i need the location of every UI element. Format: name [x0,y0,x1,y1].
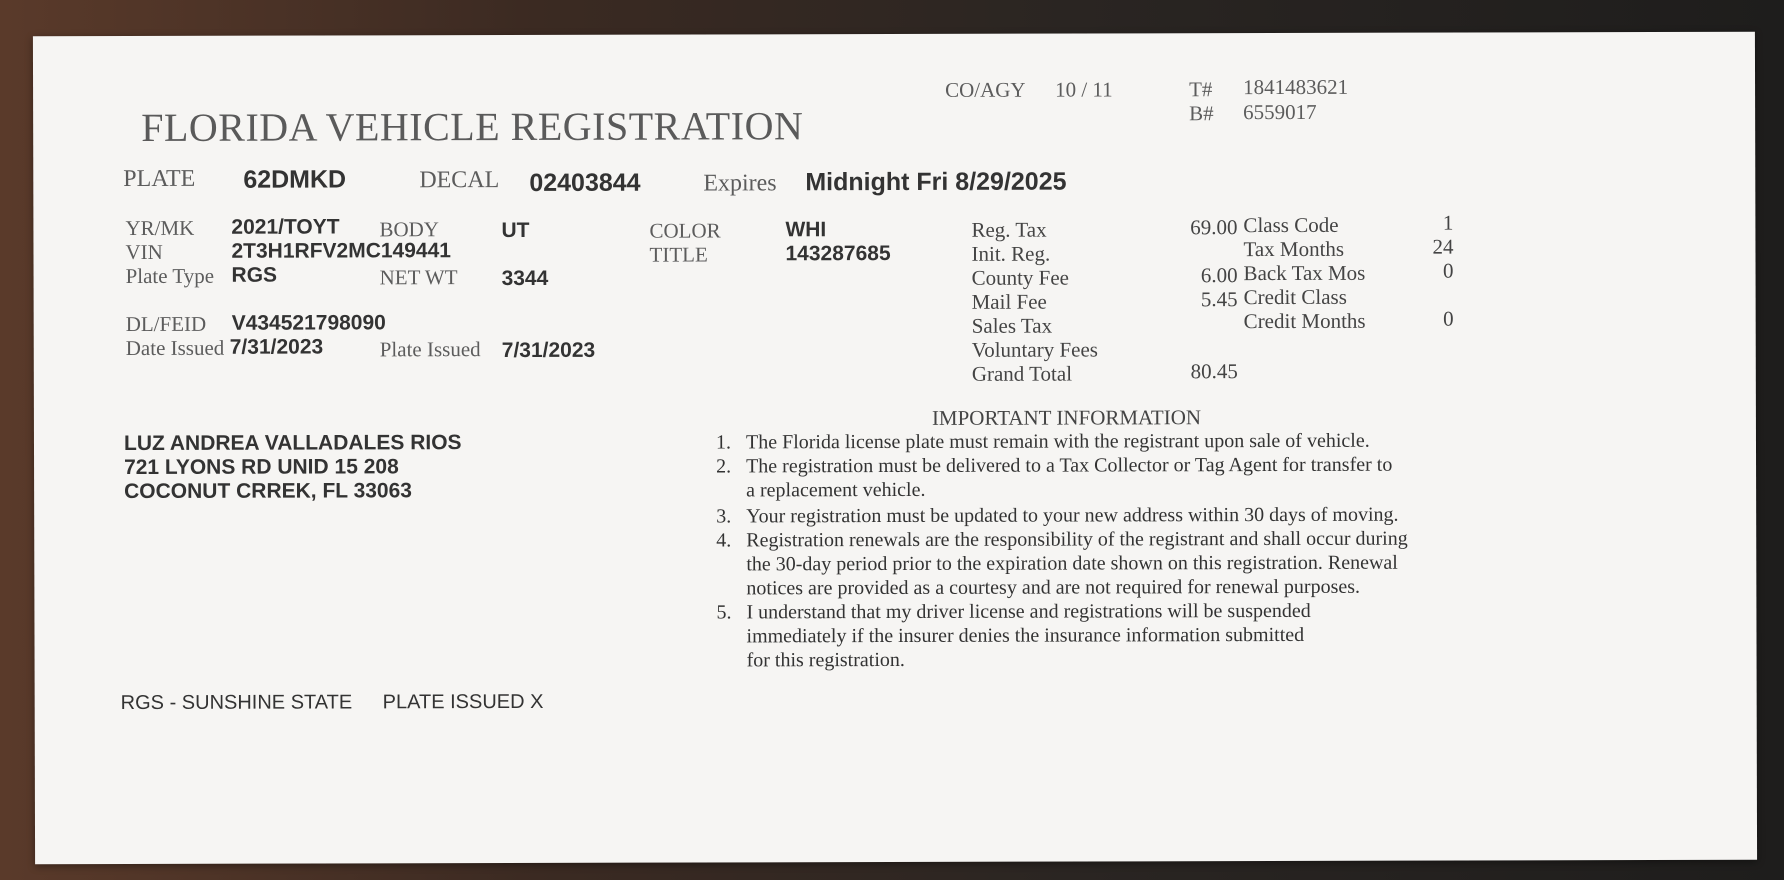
decal-label: DECAL [419,167,500,194]
body-label: BODY [379,217,439,242]
b-number-label: B# [1189,101,1214,126]
class-info-value: 0 [1443,258,1454,283]
class-info-label: Credit Class [1243,284,1347,310]
class-info-value: 1 [1442,210,1454,235]
class-info-value: 0 [1443,306,1454,331]
owner-name: LUZ ANDREA VALLADALES RIOS [123,431,462,456]
fee-label: Voluntary Fees [971,337,1098,362]
fee-amount: 5.45 [1200,287,1238,312]
info-item-text: a replacement vehicle. [746,478,926,502]
yrmk-value: 2021/TOYT [231,215,340,239]
class-info-label: Back Tax Mos [1243,260,1366,286]
document-title: FLORIDA VEHICLE REGISTRATION [141,103,804,150]
plate-label: PLATE [123,165,196,193]
net-wt-value: 3344 [501,266,549,291]
date-issued-value: 7/31/2023 [229,335,324,359]
class-info-value: 24 [1432,234,1454,259]
co-agy-label: CO/AGY [945,77,1026,102]
info-item-number: 5. [716,601,732,624]
info-item-number: 2. [716,455,732,478]
registration-document [33,32,1757,865]
color-value: WHI [785,218,827,242]
fee-label: Reg. Tax [971,217,1047,242]
plate-issued-flag: PLATE ISSUED X [382,690,544,714]
grand-total-label: Grand Total [971,361,1073,386]
info-item-text: the 30-day period prior to the expiration date shown on this registration. Renewal [746,551,1398,576]
fee-label: County Fee [971,265,1070,290]
plate-description: RGS - SUNSHINE STATE [120,691,353,715]
dl-feid-value: V434521798090 [231,311,386,335]
yrmk-label: YR/MK [125,215,195,241]
t-number-label: T# [1189,77,1213,102]
info-item-number: 1. [715,431,732,454]
info-item-text: immediately if the insurer denies the insurance information submitted [746,623,1305,648]
plate-type-value: RGS [231,263,278,287]
important-heading: IMPORTANT INFORMATION [931,405,1202,430]
grand-total-amount: 80.45 [1190,359,1238,384]
fee-amount: 6.00 [1200,263,1238,288]
decal-value: 02403844 [529,168,641,197]
class-info-label: Tax Months [1243,236,1345,262]
t-number-value: 1841483621 [1243,74,1349,100]
class-info-label: Class Code [1243,212,1339,238]
co-agy-value: 10 / 11 [1055,77,1113,102]
title-label: TITLE [649,242,708,267]
plate-issued-value: 7/31/2023 [501,338,596,363]
fee-label: Init. Reg. [971,241,1051,266]
info-item-text: The registration must be delivered to a Tax Collector or Tag Agent for transfer to [746,453,1393,478]
body-value: UT [501,218,530,243]
plate-issued-label: Plate Issued [379,337,481,362]
owner-address-line-2: COCONUT CRREK, FL 33063 [124,479,412,504]
info-item-text: notices are provided as a courtesy and are not required for renewal purposes. [746,575,1361,600]
owner-address-line-1: 721 LYONS RD UNID 15 208 [124,455,399,480]
expires-value: Midnight Fri 8/29/2025 [805,167,1067,197]
info-item-text: The Florida license plate must remain with the registrant upon sale of vehicle. [745,429,1370,454]
info-item-text: Registration renewals are the responsibility of the registrant and shall occur during [746,527,1408,552]
info-item-number: 3. [716,505,732,528]
date-issued-label: Date Issued [125,335,225,361]
dl-feid-label: DL/FEID [125,311,207,337]
info-item-text: for this registration. [746,648,905,672]
color-label: COLOR [649,218,721,243]
info-item-text: Your registration must be updated to your new address within 30 days of moving. [746,503,1399,528]
vin-value: 2T3H1RFV2MC149441 [231,239,451,263]
title-value: 143287685 [785,242,891,266]
net-wt-label: NET WT [379,265,458,290]
fee-label: Sales Tax [971,313,1053,338]
fee-label: Mail Fee [971,289,1047,314]
class-info-label: Credit Months [1243,308,1366,334]
fee-amount: 69.00 [1190,215,1238,240]
info-item-text: I understand that my driver license and registrations will be suspended [746,599,1311,624]
expires-label: Expires [703,170,777,197]
vin-label: VIN [125,239,163,265]
info-item-number: 4. [716,529,732,552]
b-number-value: 6559017 [1243,99,1317,125]
plate-type-label: Plate Type [125,263,215,289]
plate-value: 62DMKD [243,165,347,194]
